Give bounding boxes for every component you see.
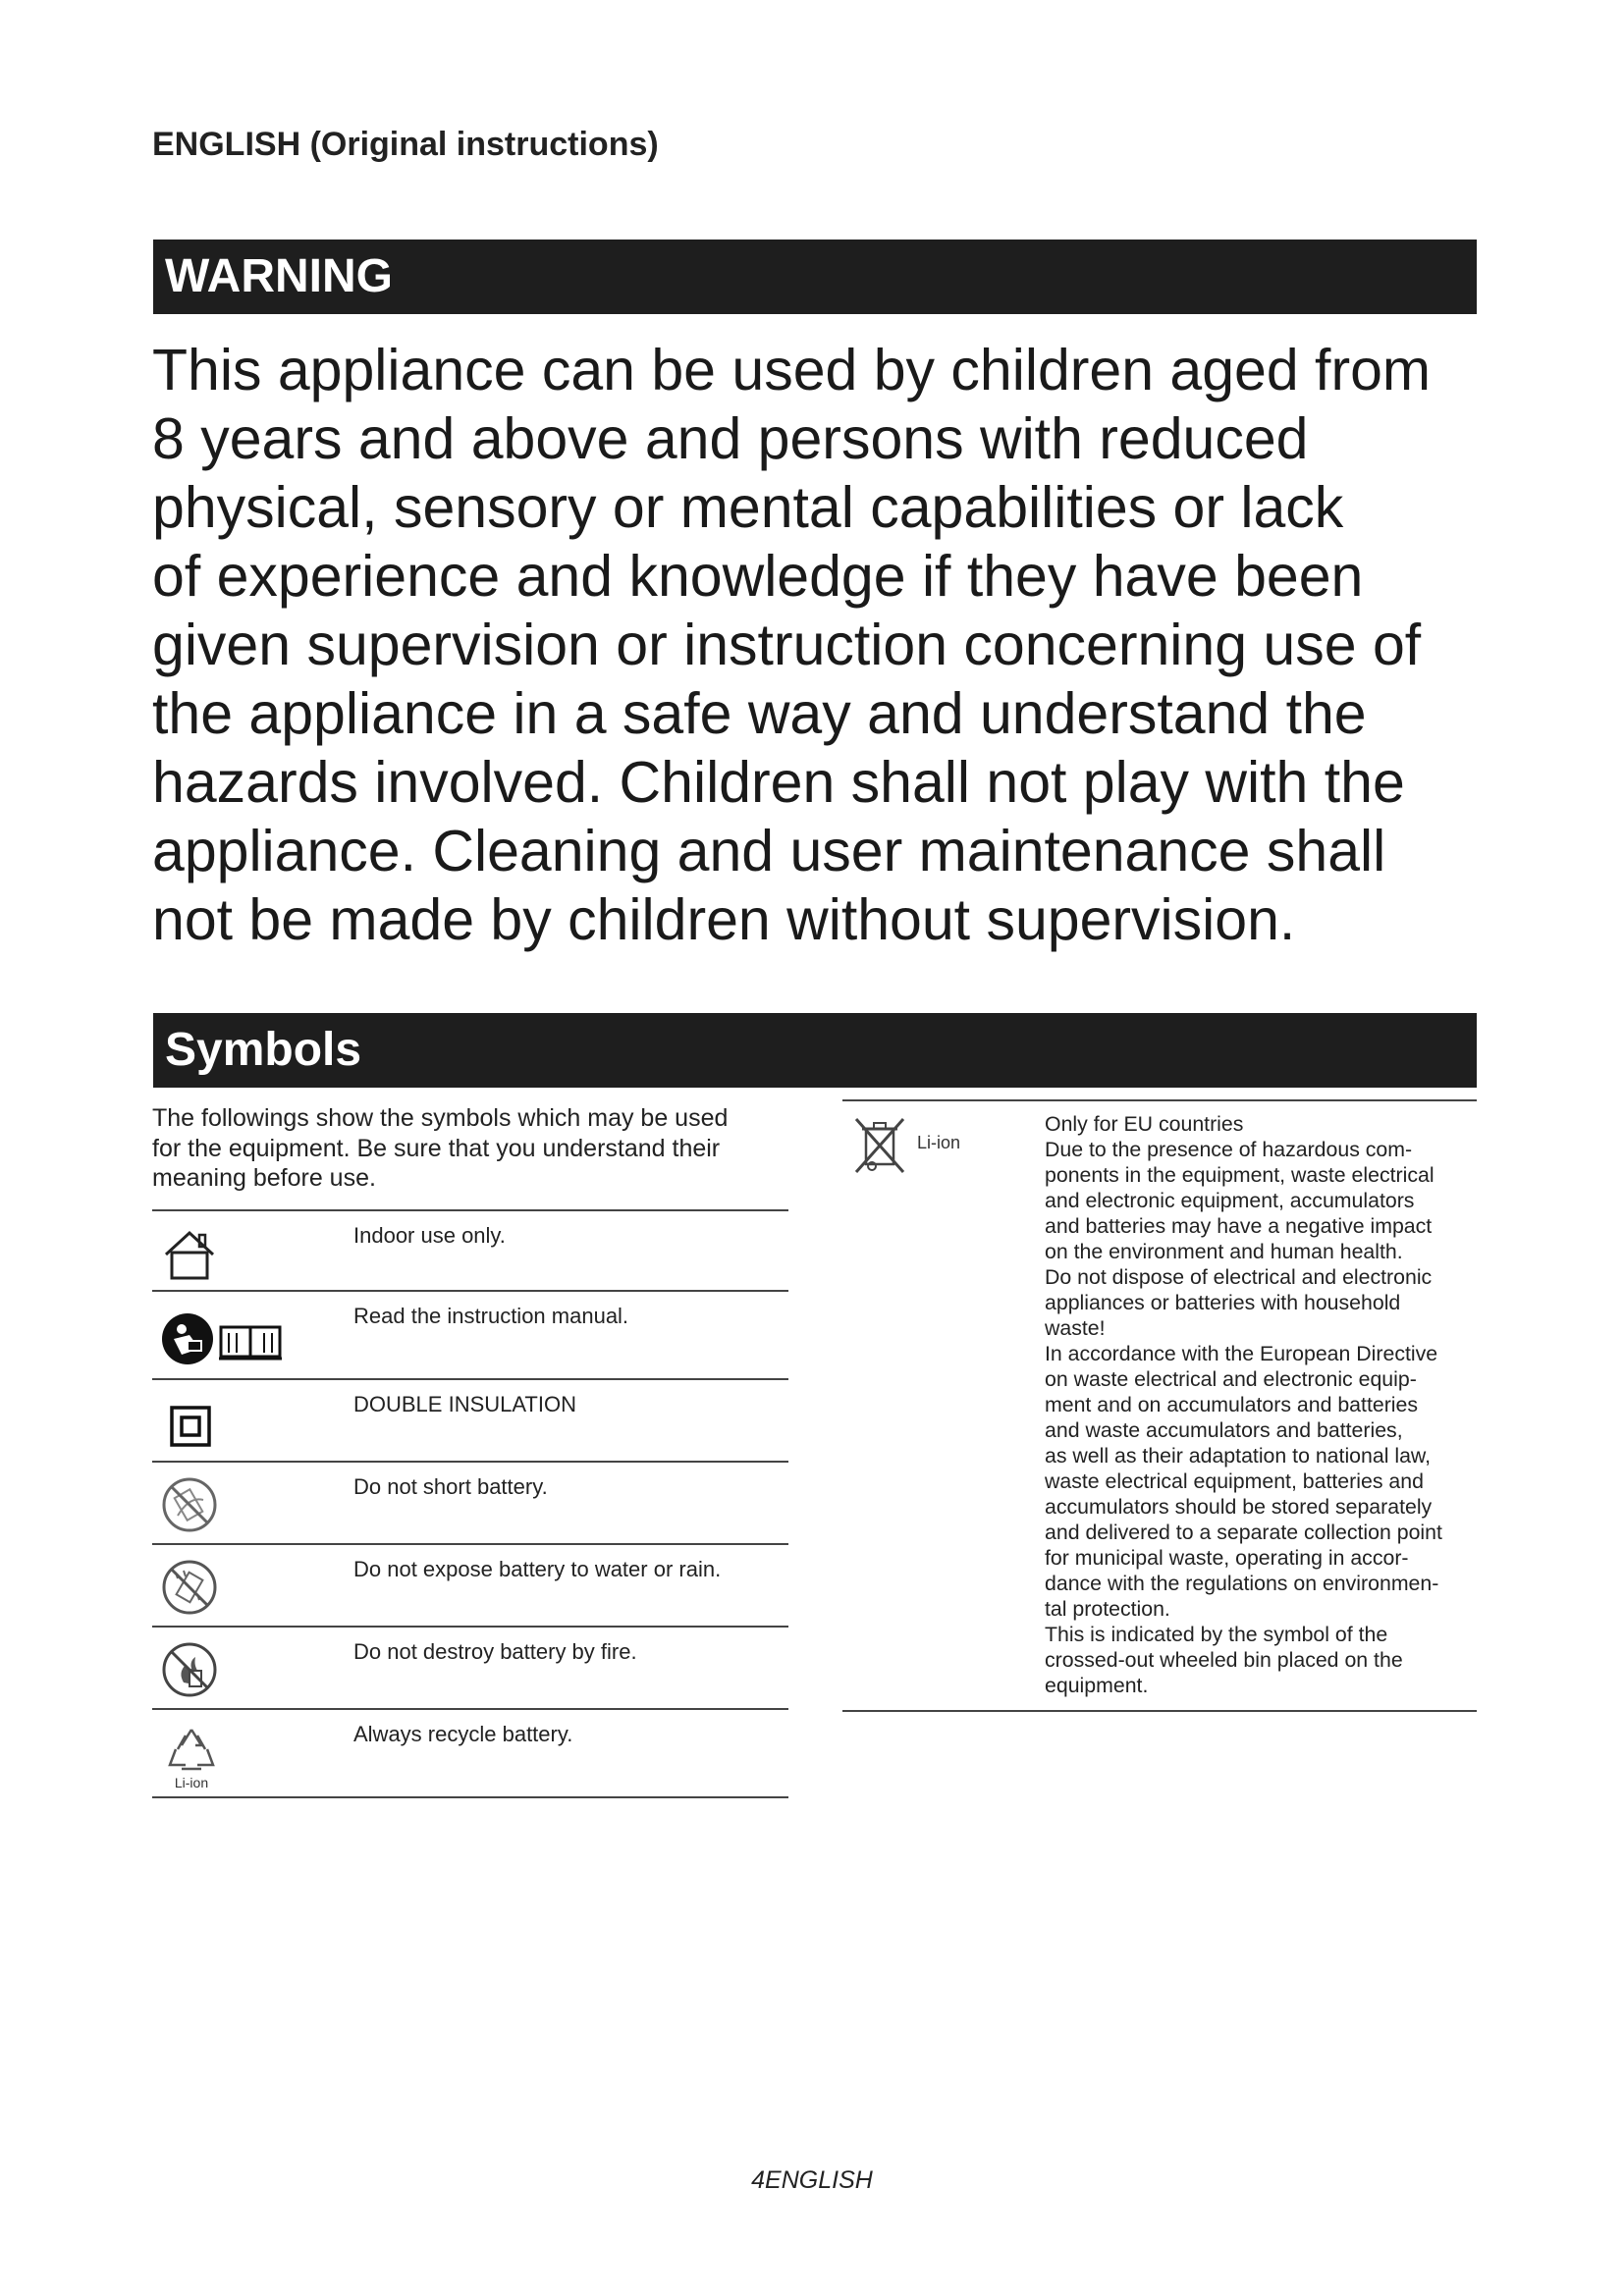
- eu-text-line: and waste accumulators and batteries,: [1045, 1418, 1403, 1442]
- eu-text-line: ponents in the equipment, waste electrical: [1045, 1163, 1435, 1187]
- symbol-label: Do not short battery.: [353, 1474, 548, 1499]
- symbol-label: Read the instruction manual.: [353, 1304, 629, 1328]
- eu-text-line: appliances or batteries with household: [1045, 1291, 1401, 1314]
- symbol-row: [152, 1628, 788, 1710]
- eu-text-line: on the environment and human health.: [1045, 1240, 1403, 1263]
- eu-text-line: In accordance with the European Directive: [1045, 1342, 1438, 1365]
- eu-text-line: Do not dispose of electrical and electronic: [1045, 1265, 1433, 1289]
- symbol-label: Do not destroy battery by fire.: [353, 1639, 637, 1664]
- eu-text-line: crossed-out wheeled bin placed on the: [1045, 1648, 1403, 1672]
- page-number: 4ENGLISH: [751, 2166, 873, 2194]
- symbol-row: [152, 1380, 788, 1463]
- no-short-battery-icon: [160, 1476, 219, 1533]
- eu-text-line: This is indicated by the symbol of the: [1045, 1623, 1388, 1646]
- warning-line: 8 years and above and persons with reduced: [152, 406, 1309, 471]
- intro-line: The followings show the symbols which may be used: [152, 1104, 729, 1132]
- symbol-row: [152, 1545, 788, 1628]
- warning-line: hazards involved. Children shall not play with the: [152, 750, 1405, 815]
- symbol-label: Always recycle battery.: [353, 1722, 573, 1746]
- eu-text-line: and batteries may have a negative impact: [1045, 1214, 1433, 1238]
- eu-liion-label: Li-ion: [917, 1133, 961, 1152]
- crossed-out-bin-icon: [850, 1115, 909, 1176]
- eu-text-line: waste!: [1045, 1316, 1106, 1340]
- warning-line: appliance. Cleaning and user maintenance shall: [152, 819, 1386, 883]
- warning-line: This appliance can be used by children aged from: [152, 338, 1432, 402]
- eu-text-line: for municipal waste, operating in accor-: [1045, 1546, 1409, 1570]
- warning-heading: WARNING: [153, 240, 1477, 314]
- eu-text-line: accumulators should be stored separately: [1045, 1495, 1433, 1519]
- intro-line: meaning before use.: [152, 1164, 376, 1192]
- eu-disposal-text: [1045, 1111, 1477, 1698]
- eu-text-line: waste electrical equipment, batteries and: [1045, 1469, 1424, 1493]
- eu-text-line: and delivered to a separate collection point: [1045, 1521, 1442, 1544]
- symbol-label: Indoor use only.: [353, 1223, 506, 1248]
- eu-text-line: equipment.: [1045, 1674, 1149, 1697]
- recycle-icon: [152, 1724, 231, 1790]
- eu-text-line: dance with the regulations on environmen-: [1045, 1572, 1439, 1595]
- symbol-label: DOUBLE INSULATION: [353, 1392, 576, 1416]
- double-insulation-icon: [160, 1400, 219, 1453]
- intro-line: for the equipment. Be sure that you understand their: [152, 1134, 721, 1162]
- symbol-row: [152, 1710, 788, 1798]
- read-manual-icon: [160, 1309, 288, 1368]
- eu-text-line: Only for EU countries: [1045, 1112, 1244, 1136]
- symbol-row: [152, 1292, 788, 1380]
- house-icon: [160, 1229, 219, 1282]
- recycle-icon-text: Li-ion: [174, 1775, 209, 1790]
- symbols-table: [152, 1209, 788, 1798]
- no-water-battery-icon: [160, 1559, 219, 1616]
- eu-text-line: on waste electrical and electronic equip-: [1045, 1367, 1417, 1391]
- warning-line: given supervision or instruction concerning use of: [152, 613, 1422, 677]
- symbol-row: [152, 1211, 788, 1292]
- eu-text-line: as well as their adaptation to national law,: [1045, 1444, 1432, 1468]
- warning-line: of experience and knowledge if they have been: [152, 544, 1364, 609]
- symbols-heading: Symbols: [153, 1013, 1477, 1088]
- symbols-intro: [152, 1103, 781, 1194]
- eu-text-line: Due to the presence of hazardous com-: [1045, 1138, 1413, 1161]
- document-language-title: ENGLISH (Original instructions): [152, 126, 659, 163]
- eu-text-line: ment and on accumulators and batteries: [1045, 1393, 1419, 1416]
- eu-text-line: tal protection.: [1045, 1597, 1170, 1621]
- warning-line: not be made by children without supervision.: [152, 887, 1296, 952]
- no-fire-battery-icon: [160, 1641, 219, 1698]
- symbol-row: [152, 1463, 788, 1545]
- warning-line: physical, sensory or mental capabilities or lack: [152, 475, 1344, 540]
- eu-disposal-table: [842, 1099, 1477, 1712]
- warning-line: the appliance in a safe way and understand the: [152, 681, 1367, 746]
- warning-text: [152, 336, 1507, 954]
- symbol-label: Do not expose battery to water or rain.: [353, 1557, 722, 1581]
- eu-text-line: and electronic equipment, accumulators: [1045, 1189, 1415, 1212]
